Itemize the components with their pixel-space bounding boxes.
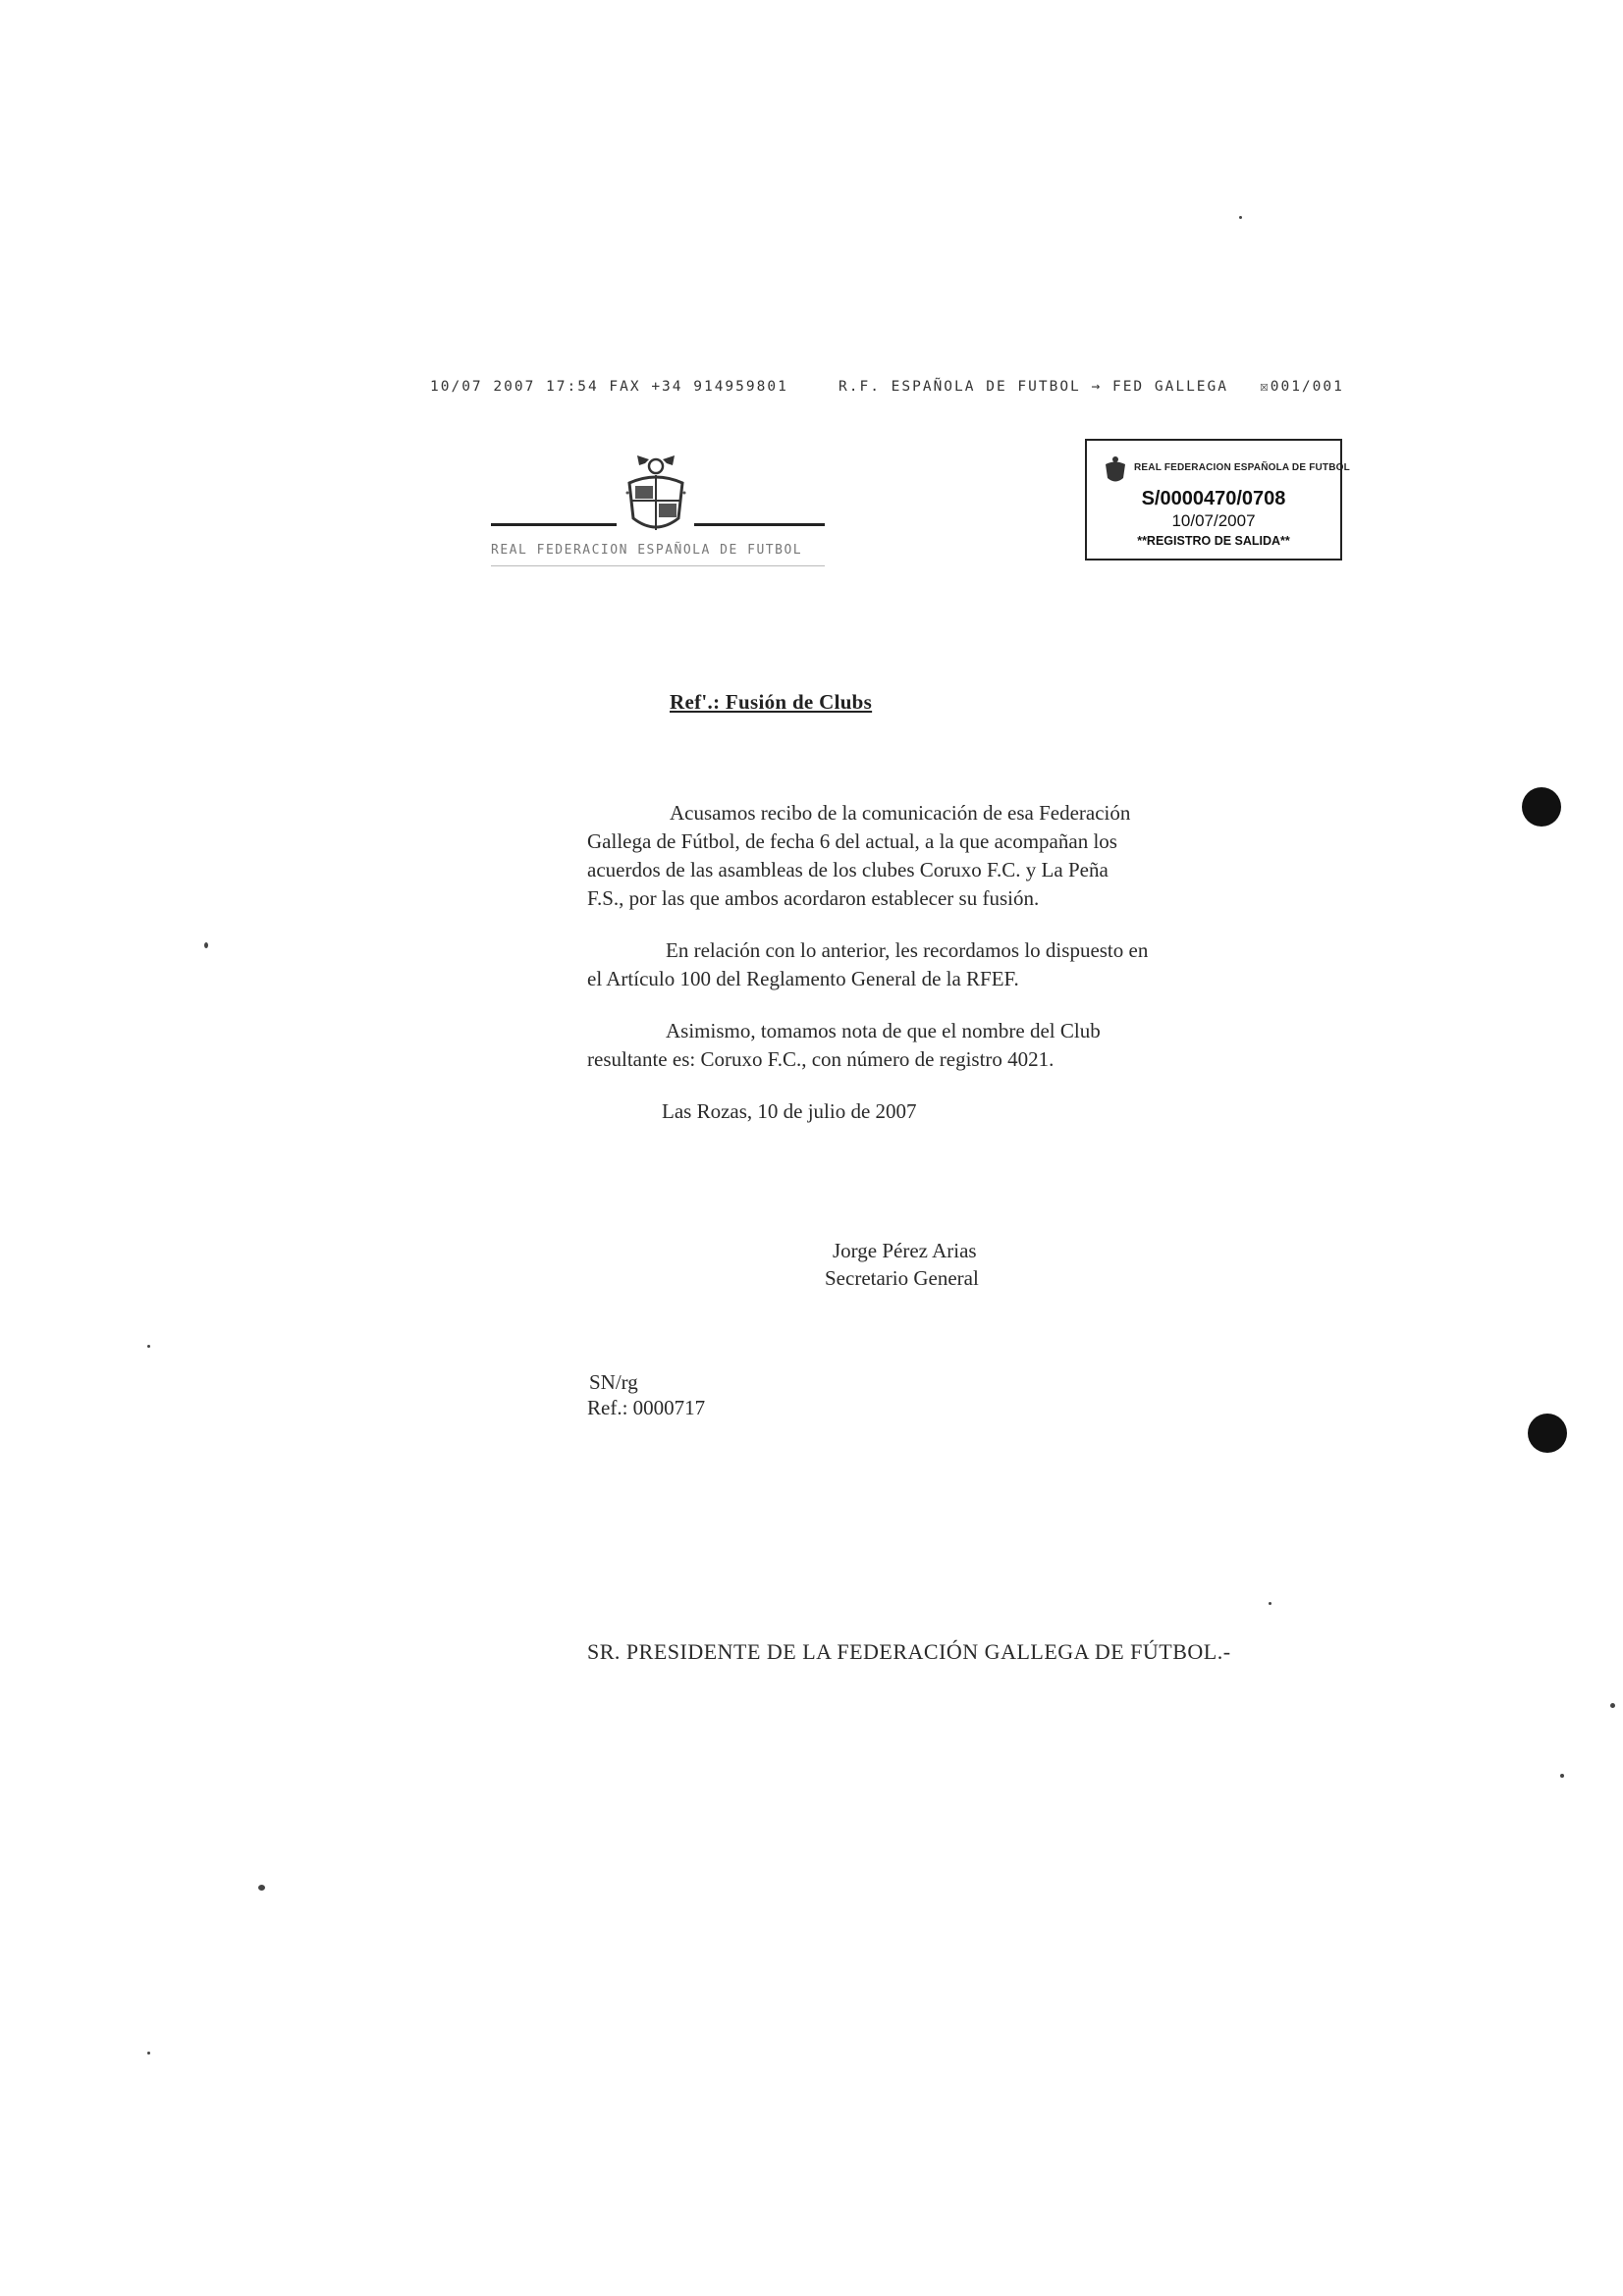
binder-hole — [1528, 1414, 1567, 1453]
logo-caption: REAL FEDERACION ESPAÑOLA DE FUTBOL — [491, 543, 803, 558]
reference-title: Ref'.: Fusión de Clubs — [670, 690, 873, 714]
fax-header-route: R.F. ESPAÑOLA DE FUTBOL → FED GALLEGA — [839, 379, 1229, 395]
scan-speck — [1610, 1703, 1615, 1708]
place-date: Las Rozas, 10 de julio de 2007 — [662, 1099, 917, 1123]
signatory-name: Jorge Pérez Arias — [833, 1239, 977, 1262]
stamp-number: S/0000470/0708 — [1141, 488, 1286, 509]
logo-rule-left — [491, 523, 617, 526]
registry-stamp — [1085, 439, 1350, 561]
stamp-organization: REAL FEDERACION ESPAÑOLA DE FUTBOL — [1134, 462, 1350, 473]
footer-reference: Ref.: 0000717 — [587, 1396, 706, 1419]
rfef-crest-icon — [622, 454, 690, 538]
fax-header-page: ☒001/001 — [1260, 379, 1344, 395]
body-line: Acusamos recibo de la comunicación de esa Federación — [670, 801, 1131, 825]
scan-speck — [147, 2052, 150, 2055]
signatory-title: Secretario General — [825, 1266, 979, 1290]
scan-speck — [147, 1345, 150, 1348]
logo-underline — [491, 565, 825, 566]
scan-speck — [1269, 1602, 1271, 1605]
binder-hole — [1522, 787, 1561, 827]
stamp-crest-icon — [1103, 454, 1128, 486]
scan-speck — [1239, 216, 1242, 219]
body-line: En relación con lo anterior, les recordamos lo dispuesto en — [666, 938, 1149, 962]
body-line: Asimismo, tomamos nota de que el nombre del Club — [666, 1019, 1101, 1042]
body-line: Gallega de Fútbol, de fecha 6 del actual, a la que acompañan los — [587, 829, 1117, 853]
letterhead-logo — [491, 452, 825, 579]
scan-speck — [1560, 1774, 1564, 1778]
body-line: F.S., por las que ambos acordaron establecer su fusión. — [587, 886, 1040, 910]
body-line: acuerdos de las asambleas de los clubes Coruxo F.C. y La Peña — [587, 858, 1109, 881]
scan-speck — [204, 942, 208, 948]
fax-header-sender: 10/07 2007 17:54 FAX +34 914959801 — [430, 379, 788, 395]
stamp-date: 10/07/2007 — [1171, 511, 1256, 530]
scan-speck — [258, 1885, 265, 1891]
logo-rule-right — [694, 523, 825, 526]
initials: SN/rg — [589, 1370, 638, 1394]
body-line: el Artículo 100 del Reglamento General de la RFEF. — [587, 967, 1019, 990]
stamp-label: **REGISTRO DE SALIDA** — [1137, 534, 1290, 548]
addressee: SR. PRESIDENTE DE LA FEDERACIÓN GALLEGA DE FÚTBOL.- — [587, 1639, 1231, 1664]
body-line: resultante es: Coruxo F.C., con número de registro 4021. — [587, 1047, 1055, 1071]
